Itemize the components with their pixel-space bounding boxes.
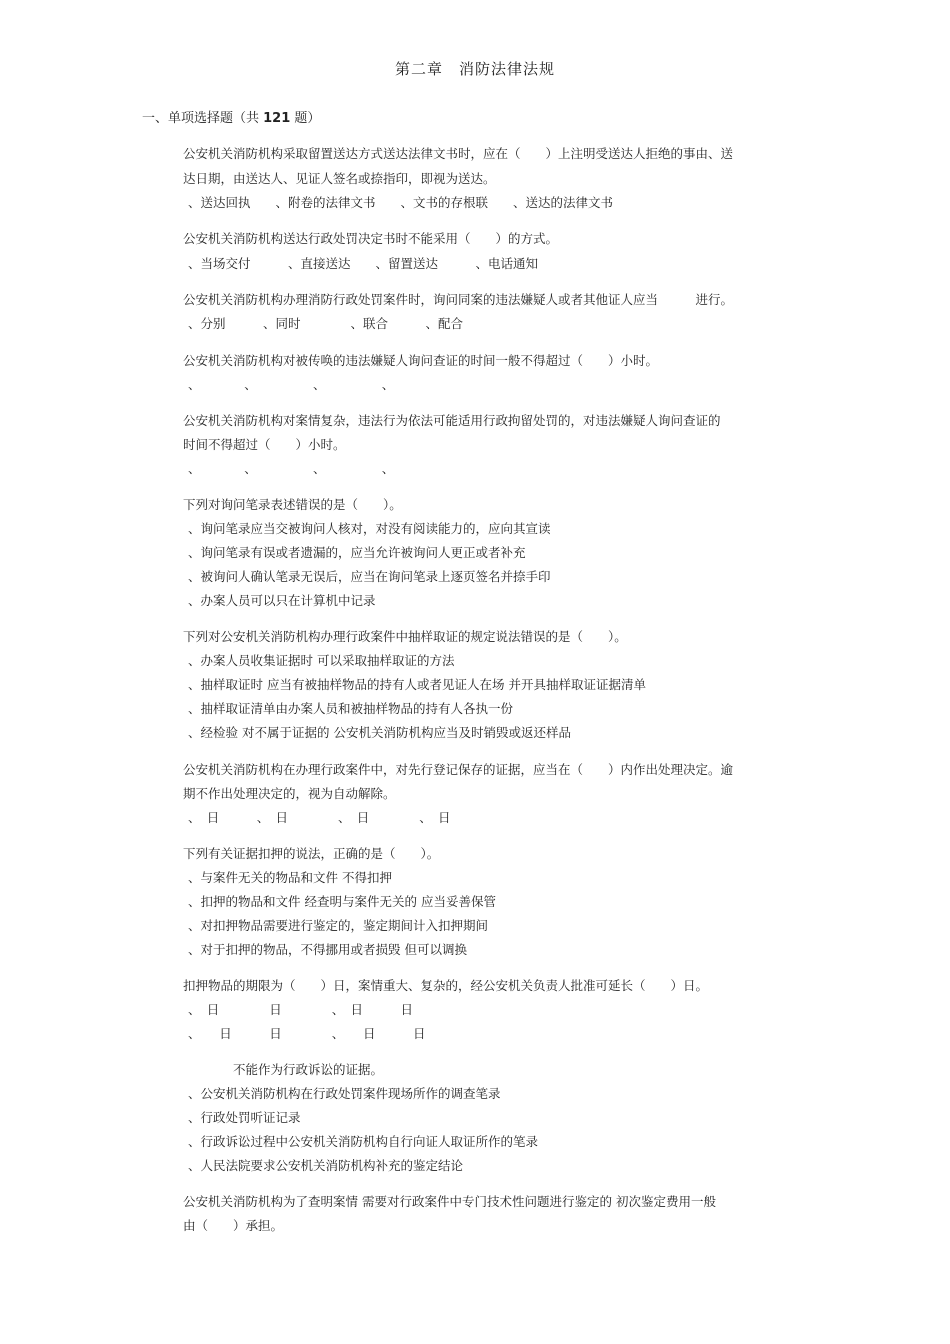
section-count: 121 — [263, 111, 291, 126]
section-heading — [142, 107, 320, 126]
question-5-options: 、 、 、 、 — [188, 461, 395, 476]
question-3-options: 、分别 、同时 、联合 、配合 — [188, 316, 464, 331]
question-6-option-b: 、询问笔录有误或者遗漏的，应当允许被询问人更正或者补充 — [188, 545, 526, 560]
question-9-option-c: 、对扣押物品需要进行鉴定的，鉴定期间计入扣押期间 — [188, 918, 489, 933]
question-12-stem-line-1: 公安机关消防机构为了查明案情 需要对行政案件中专门技术性问题进行鉴定的 初次鉴定费用一般 — [183, 1194, 716, 1209]
question-5-stem-line-2: 时间不得超过（ ）小时。 — [183, 437, 346, 452]
question-9-option-d: 、对于扣押的物品，不得挪用或者损毁 但可以调换 — [188, 942, 467, 957]
question-10-options-row-1: 、 日 日 、 日 日 — [188, 1002, 414, 1017]
question-10-options-row-2: 、 日 日 、 日 日 — [188, 1026, 426, 1041]
question-8-stem-line-1: 公安机关消防机构在办理行政案件中，对先行登记保存的证据，应当在（ ）内作出处理决定。逾 — [183, 762, 734, 777]
question-9-option-b: 、扣押的物品和文件 经查明与案件无关的 应当妥善保管 — [188, 894, 496, 909]
question-9-option-a: 、与案件无关的物品和文件 不得扣押 — [188, 870, 392, 885]
question-5-stem-line-1: 公安机关消防机构对案情复杂，违法行为依法可能适用行政拘留处罚的，对违法嫌疑人询问查证的 — [183, 413, 721, 428]
question-12-stem-line-2: 由（ ）承担。 — [183, 1218, 284, 1233]
question-1-stem-line-1: 公安机关消防机构采取留置送达方式送达法律文书时，应在（ ）上注明受送达人拒绝的事由、送 — [183, 146, 734, 161]
question-7-option-a: 、办案人员收集证据时 可以采取抽样取证的方法 — [188, 653, 455, 668]
question-1-stem-line-2: 达日期，由送达人、见证人签名或捺指印，即视为送达。 — [183, 171, 496, 186]
question-11-option-d: 、人民法院要求公安机关消防机构补充的鉴定结论 — [188, 1158, 464, 1173]
question-4-stem-line-1: 公安机关消防机构对被传唤的违法嫌疑人询问查证的时间一般不得超过（ ）小时。 — [183, 353, 659, 368]
question-7-option-c: 、抽样取证清单由办案人员和被抽样物品的持有人各执一份 — [188, 701, 514, 716]
chapter-title: 第二章 消防法律法规 — [394, 60, 555, 78]
question-7-option-b: 、抽样取证时 应当有被抽样物品的持有人或者见证人在场 并开具抽样取证证据清单 — [188, 677, 646, 692]
question-7-option-d: 、经检验 对不属于证据的 公安机关消防机构应当及时销毁或返还样品 — [188, 725, 571, 740]
question-11-stem-line-1: 不能作为行政诉讼的证据。 — [183, 1062, 384, 1077]
question-4-options: 、 、 、 、 — [188, 377, 395, 392]
question-11-option-b: 、行政处罚听证记录 — [188, 1110, 301, 1125]
section-suffix: 题） — [290, 111, 321, 126]
question-2-stem-line-1: 公安机关消防机构送达行政处罚决定书时不能采用（ ）的方式。 — [183, 231, 559, 246]
question-6-option-c: 、被询问人确认笔录无误后，应当在询问笔录上逐页签名并捺手印 — [188, 569, 551, 584]
section-prefix: 一、单项选择题（共 — [142, 111, 264, 126]
question-11-option-c: 、行政诉讼过程中公安机关消防机构自行向证人取证所作的笔录 — [188, 1134, 539, 1149]
question-10-stem-line-1: 扣押物品的期限为（ ）日，案情重大、复杂的，经公安机关负责人批准可延长（ ）日。 — [183, 978, 709, 993]
question-6-option-d: 、办案人员可以只在计算机中记录 — [188, 593, 376, 608]
question-6-option-a: 、询问笔录应当交被询问人核对，对没有阅读能力的，应向其宣读 — [188, 521, 551, 536]
question-1-options: 、送达回执 、附卷的法律文书 、文书的存根联 、送达的法律文书 — [188, 195, 614, 210]
question-11-option-a: 、公安机关消防机构在行政处罚案件现场所作的调查笔录 — [188, 1086, 501, 1101]
question-6-stem-line-1: 下列对询问笔录表述错误的是（ ）。 — [183, 497, 402, 512]
question-8-stem-line-2: 期不作出处理决定的，视为自动解除。 — [183, 786, 396, 801]
question-7-stem-line-1: 下列对公安机关消防机构办理行政案件中抽样取证的规定说法错误的是（ ）。 — [183, 629, 627, 644]
question-3-stem-line-1: 公安机关消防机构办理消防行政处罚案件时，询问同案的违法嫌疑人或者其他证人应当 进行。 — [183, 292, 734, 307]
question-9-stem-line-1: 下列有关证据扣押的说法，正确的是（ ）。 — [183, 846, 440, 861]
question-8-options: 、 日 、 日 、 日 、 日 — [188, 810, 451, 825]
question-2-options: 、当场交付 、直接送达 、留置送达 、电话通知 — [188, 256, 539, 271]
